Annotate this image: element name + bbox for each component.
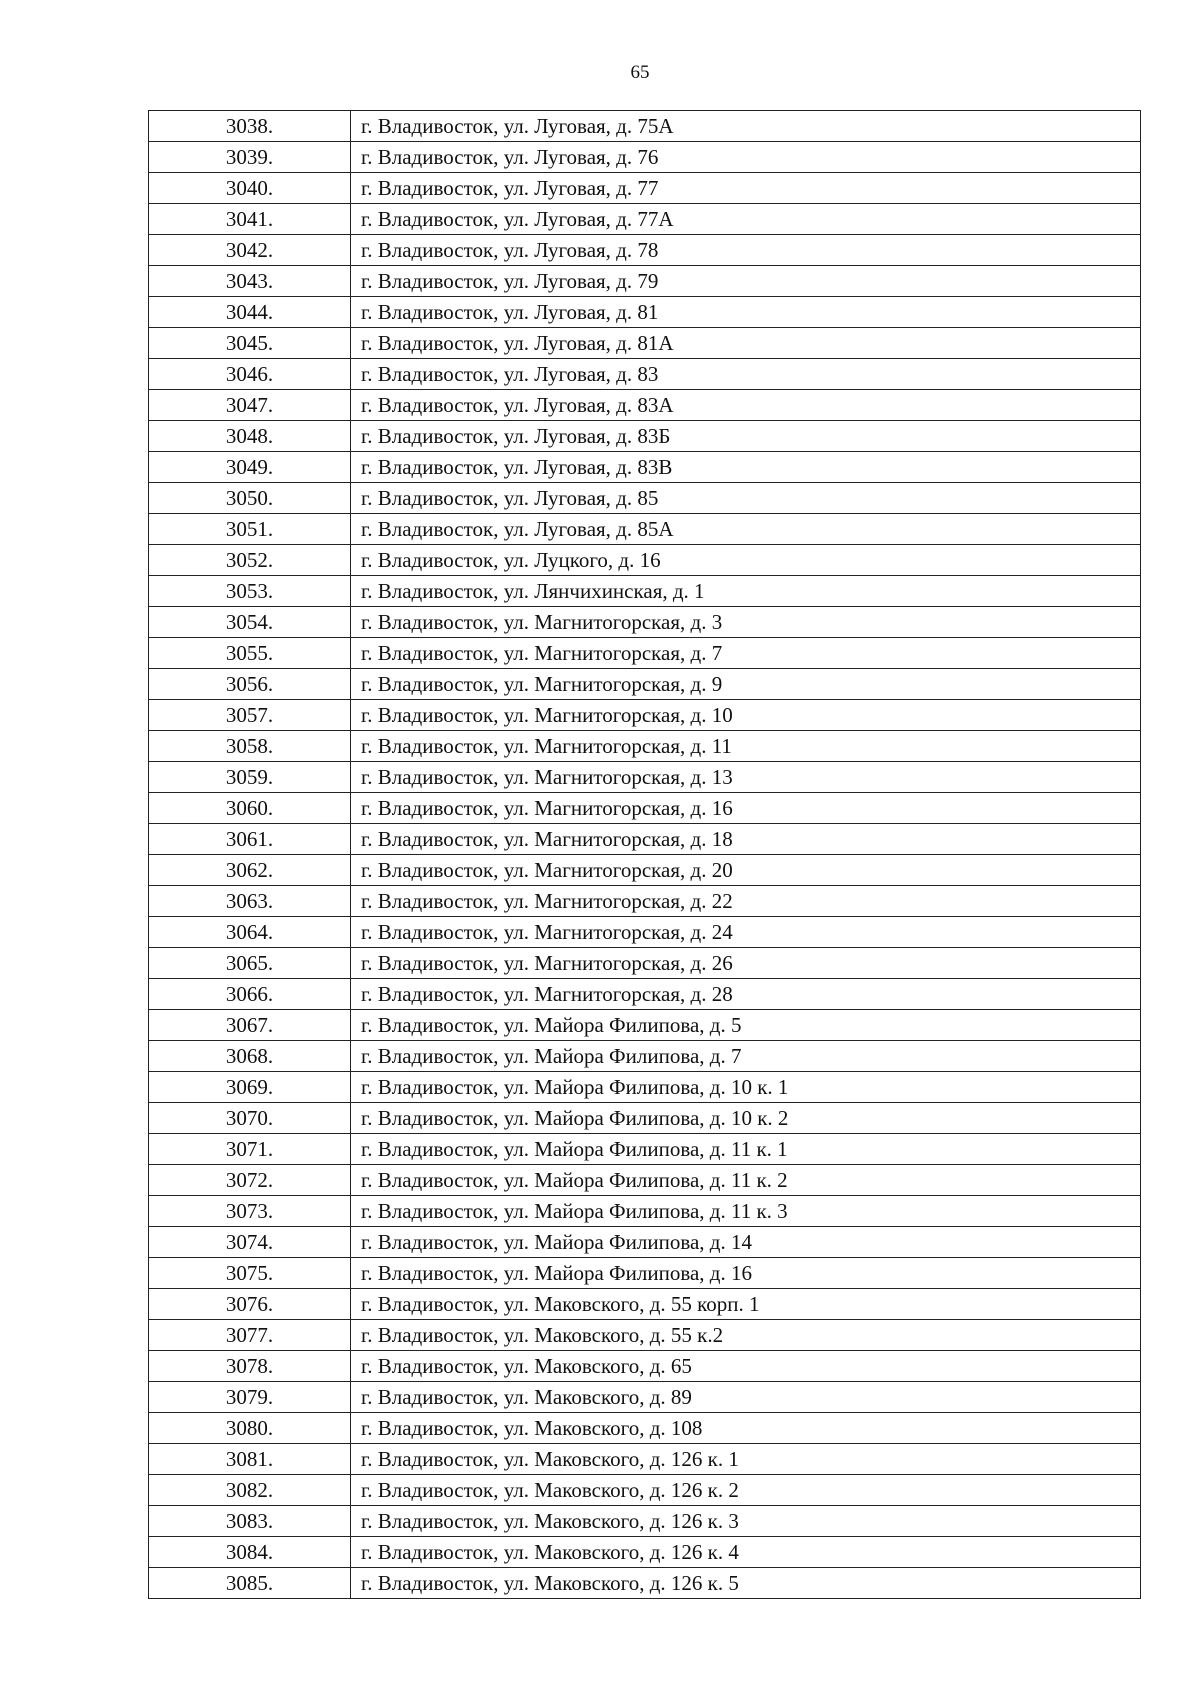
row-address: г. Владивосток, ул. Маковского, д. 126 к. 1 xyxy=(351,1444,1141,1475)
row-number: 3079. xyxy=(149,1382,351,1413)
row-address: г. Владивосток, ул. Маковского, д. 126 к. 4 xyxy=(351,1537,1141,1568)
table-row xyxy=(149,917,1141,948)
row-number: 3040. xyxy=(149,173,351,204)
row-number: 3065. xyxy=(149,948,351,979)
table-row xyxy=(149,1196,1141,1227)
row-number: 3080. xyxy=(149,1413,351,1444)
table-row xyxy=(149,1010,1141,1041)
table-row xyxy=(149,514,1141,545)
table-row xyxy=(149,793,1141,824)
table-row xyxy=(149,1382,1141,1413)
row-address: г. Владивосток, ул. Луговая, д. 81А xyxy=(351,328,1141,359)
row-address: г. Владивосток, ул. Магнитогорская, д. 11 xyxy=(351,731,1141,762)
row-number: 3056. xyxy=(149,669,351,700)
row-address: г. Владивосток, ул. Луговая, д. 85А xyxy=(351,514,1141,545)
table-row xyxy=(149,111,1141,142)
table-row xyxy=(149,669,1141,700)
row-address: г. Владивосток, ул. Лянчихинская, д. 1 xyxy=(351,576,1141,607)
row-address: г. Владивосток, ул. Маковского, д. 55 корп. 1 xyxy=(351,1289,1141,1320)
table-row xyxy=(149,421,1141,452)
table-row xyxy=(149,328,1141,359)
table-row xyxy=(149,173,1141,204)
row-address: г. Владивосток, ул. Маковского, д. 108 xyxy=(351,1413,1141,1444)
table-row xyxy=(149,1475,1141,1506)
row-address: г. Владивосток, ул. Майора Филипова, д. 11 к. 1 xyxy=(351,1134,1141,1165)
table-row xyxy=(149,1568,1141,1599)
table-row xyxy=(149,700,1141,731)
row-address: г. Владивосток, ул. Луговая, д. 77 xyxy=(351,173,1141,204)
table-row xyxy=(149,886,1141,917)
row-address: г. Владивосток, ул. Майора Филипова, д. 16 xyxy=(351,1258,1141,1289)
row-number: 3039. xyxy=(149,142,351,173)
row-address: г. Владивосток, ул. Луговая, д. 78 xyxy=(351,235,1141,266)
row-address: г. Владивосток, ул. Магнитогорская, д. 18 xyxy=(351,824,1141,855)
row-number: 3073. xyxy=(149,1196,351,1227)
row-number: 3072. xyxy=(149,1165,351,1196)
table-row xyxy=(149,1506,1141,1537)
table-row xyxy=(149,1289,1141,1320)
table-row xyxy=(149,483,1141,514)
table-row xyxy=(149,142,1141,173)
table-row xyxy=(149,1103,1141,1134)
table-row xyxy=(149,824,1141,855)
row-number: 3049. xyxy=(149,452,351,483)
address-table-body xyxy=(149,111,1141,1599)
table-row xyxy=(149,1351,1141,1382)
row-number: 3070. xyxy=(149,1103,351,1134)
row-number: 3068. xyxy=(149,1041,351,1072)
row-address: г. Владивосток, ул. Луговая, д. 85 xyxy=(351,483,1141,514)
row-address: г. Владивосток, ул. Майора Филипова, д. 11 к. 3 xyxy=(351,1196,1141,1227)
row-number: 3051. xyxy=(149,514,351,545)
row-number: 3048. xyxy=(149,421,351,452)
table-row xyxy=(149,1227,1141,1258)
page-number: 65 xyxy=(630,62,650,83)
row-number: 3045. xyxy=(149,328,351,359)
row-number: 3082. xyxy=(149,1475,351,1506)
row-number: 3078. xyxy=(149,1351,351,1382)
row-address: г. Владивосток, ул. Магнитогорская, д. 10 xyxy=(351,700,1141,731)
row-number: 3084. xyxy=(149,1537,351,1568)
table-row xyxy=(149,762,1141,793)
row-address: г. Владивосток, ул. Майора Филипова, д. 11 к. 2 xyxy=(351,1165,1141,1196)
row-number: 3069. xyxy=(149,1072,351,1103)
table-row xyxy=(149,297,1141,328)
row-address: г. Владивосток, ул. Магнитогорская, д. 26 xyxy=(351,948,1141,979)
table-row xyxy=(149,1320,1141,1351)
row-address: г. Владивосток, ул. Луговая, д. 83А xyxy=(351,390,1141,421)
table-row xyxy=(149,545,1141,576)
row-number: 3043. xyxy=(149,266,351,297)
table-row xyxy=(149,1165,1141,1196)
table-row xyxy=(149,1537,1141,1568)
row-number: 3059. xyxy=(149,762,351,793)
row-number: 3071. xyxy=(149,1134,351,1165)
row-number: 3053. xyxy=(149,576,351,607)
row-number: 3077. xyxy=(149,1320,351,1351)
row-number: 3042. xyxy=(149,235,351,266)
table-row xyxy=(149,452,1141,483)
table-row xyxy=(149,1072,1141,1103)
row-address: г. Владивосток, ул. Магнитогорская, д. 20 xyxy=(351,855,1141,886)
row-address: г. Владивосток, ул. Луговая, д. 76 xyxy=(351,142,1141,173)
row-number: 3075. xyxy=(149,1258,351,1289)
row-number: 3076. xyxy=(149,1289,351,1320)
row-address: г. Владивосток, ул. Луговая, д. 81 xyxy=(351,297,1141,328)
row-number: 3083. xyxy=(149,1506,351,1537)
row-address: г. Владивосток, ул. Майора Филипова, д. 7 xyxy=(351,1041,1141,1072)
row-address: г. Владивосток, ул. Луговая, д. 79 xyxy=(351,266,1141,297)
table-row xyxy=(149,1444,1141,1475)
table-row xyxy=(149,204,1141,235)
row-number: 3060. xyxy=(149,793,351,824)
row-number: 3081. xyxy=(149,1444,351,1475)
row-address: г. Владивосток, ул. Майора Филипова, д. 10 к. 1 xyxy=(351,1072,1141,1103)
row-number: 3067. xyxy=(149,1010,351,1041)
row-address: г. Владивосток, ул. Маковского, д. 55 к.2 xyxy=(351,1320,1141,1351)
row-address: г. Владивосток, ул. Магнитогорская, д. 28 xyxy=(351,979,1141,1010)
row-address: г. Владивосток, ул. Магнитогорская, д. 7 xyxy=(351,638,1141,669)
row-address: г. Владивосток, ул. Луговая, д. 77А xyxy=(351,204,1141,235)
row-number: 3055. xyxy=(149,638,351,669)
row-address: г. Владивосток, ул. Майора Филипова, д. 5 xyxy=(351,1010,1141,1041)
row-address: г. Владивосток, ул. Луговая, д. 75А xyxy=(351,111,1141,142)
row-address: г. Владивосток, ул. Маковского, д. 65 xyxy=(351,1351,1141,1382)
row-address: г. Владивосток, ул. Магнитогорская, д. 3 xyxy=(351,607,1141,638)
row-number: 3054. xyxy=(149,607,351,638)
row-number: 3046. xyxy=(149,359,351,390)
row-address: г. Владивосток, ул. Майора Филипова, д. 10 к. 2 xyxy=(351,1103,1141,1134)
row-number: 3064. xyxy=(149,917,351,948)
table-row xyxy=(149,855,1141,886)
table-row xyxy=(149,1041,1141,1072)
row-number: 3047. xyxy=(149,390,351,421)
row-number: 3063. xyxy=(149,886,351,917)
row-number: 3061. xyxy=(149,824,351,855)
table-row xyxy=(149,731,1141,762)
row-address: г. Владивосток, ул. Магнитогорская, д. 9 xyxy=(351,669,1141,700)
row-address: г. Владивосток, ул. Магнитогорская, д. 22 xyxy=(351,886,1141,917)
row-number: 3044. xyxy=(149,297,351,328)
row-number: 3058. xyxy=(149,731,351,762)
row-address: г. Владивосток, ул. Маковского, д. 126 к. 3 xyxy=(351,1506,1141,1537)
row-address: г. Владивосток, ул. Майора Филипова, д. 14 xyxy=(351,1227,1141,1258)
row-address: г. Владивосток, ул. Луцкого, д. 16 xyxy=(351,545,1141,576)
table-row xyxy=(149,1134,1141,1165)
table-row xyxy=(149,1413,1141,1444)
row-number: 3057. xyxy=(149,700,351,731)
table-row xyxy=(149,576,1141,607)
row-number: 3085. xyxy=(149,1568,351,1599)
row-number: 3074. xyxy=(149,1227,351,1258)
address-table xyxy=(148,110,1141,1599)
row-address: г. Владивосток, ул. Магнитогорская, д. 16 xyxy=(351,793,1141,824)
row-number: 3041. xyxy=(149,204,351,235)
table-row xyxy=(149,638,1141,669)
row-address: г. Владивосток, ул. Маковского, д. 126 к. 5 xyxy=(351,1568,1141,1599)
table-row xyxy=(149,235,1141,266)
row-address: г. Владивосток, ул. Магнитогорская, д. 24 xyxy=(351,917,1141,948)
row-number: 3066. xyxy=(149,979,351,1010)
row-number: 3050. xyxy=(149,483,351,514)
row-number: 3052. xyxy=(149,545,351,576)
row-address: г. Владивосток, ул. Магнитогорская, д. 13 xyxy=(351,762,1141,793)
table-row xyxy=(149,948,1141,979)
row-number: 3062. xyxy=(149,855,351,886)
row-address: г. Владивосток, ул. Луговая, д. 83Б xyxy=(351,421,1141,452)
table-row xyxy=(149,979,1141,1010)
row-address: г. Владивосток, ул. Маковского, д. 89 xyxy=(351,1382,1141,1413)
row-address: г. Владивосток, ул. Луговая, д. 83В xyxy=(351,452,1141,483)
row-address: г. Владивосток, ул. Луговая, д. 83 xyxy=(351,359,1141,390)
table-row xyxy=(149,607,1141,638)
row-address: г. Владивосток, ул. Маковского, д. 126 к. 2 xyxy=(351,1475,1141,1506)
table-row xyxy=(149,266,1141,297)
table-row xyxy=(149,359,1141,390)
table-row xyxy=(149,1258,1141,1289)
row-number: 3038. xyxy=(149,111,351,142)
table-row xyxy=(149,390,1141,421)
